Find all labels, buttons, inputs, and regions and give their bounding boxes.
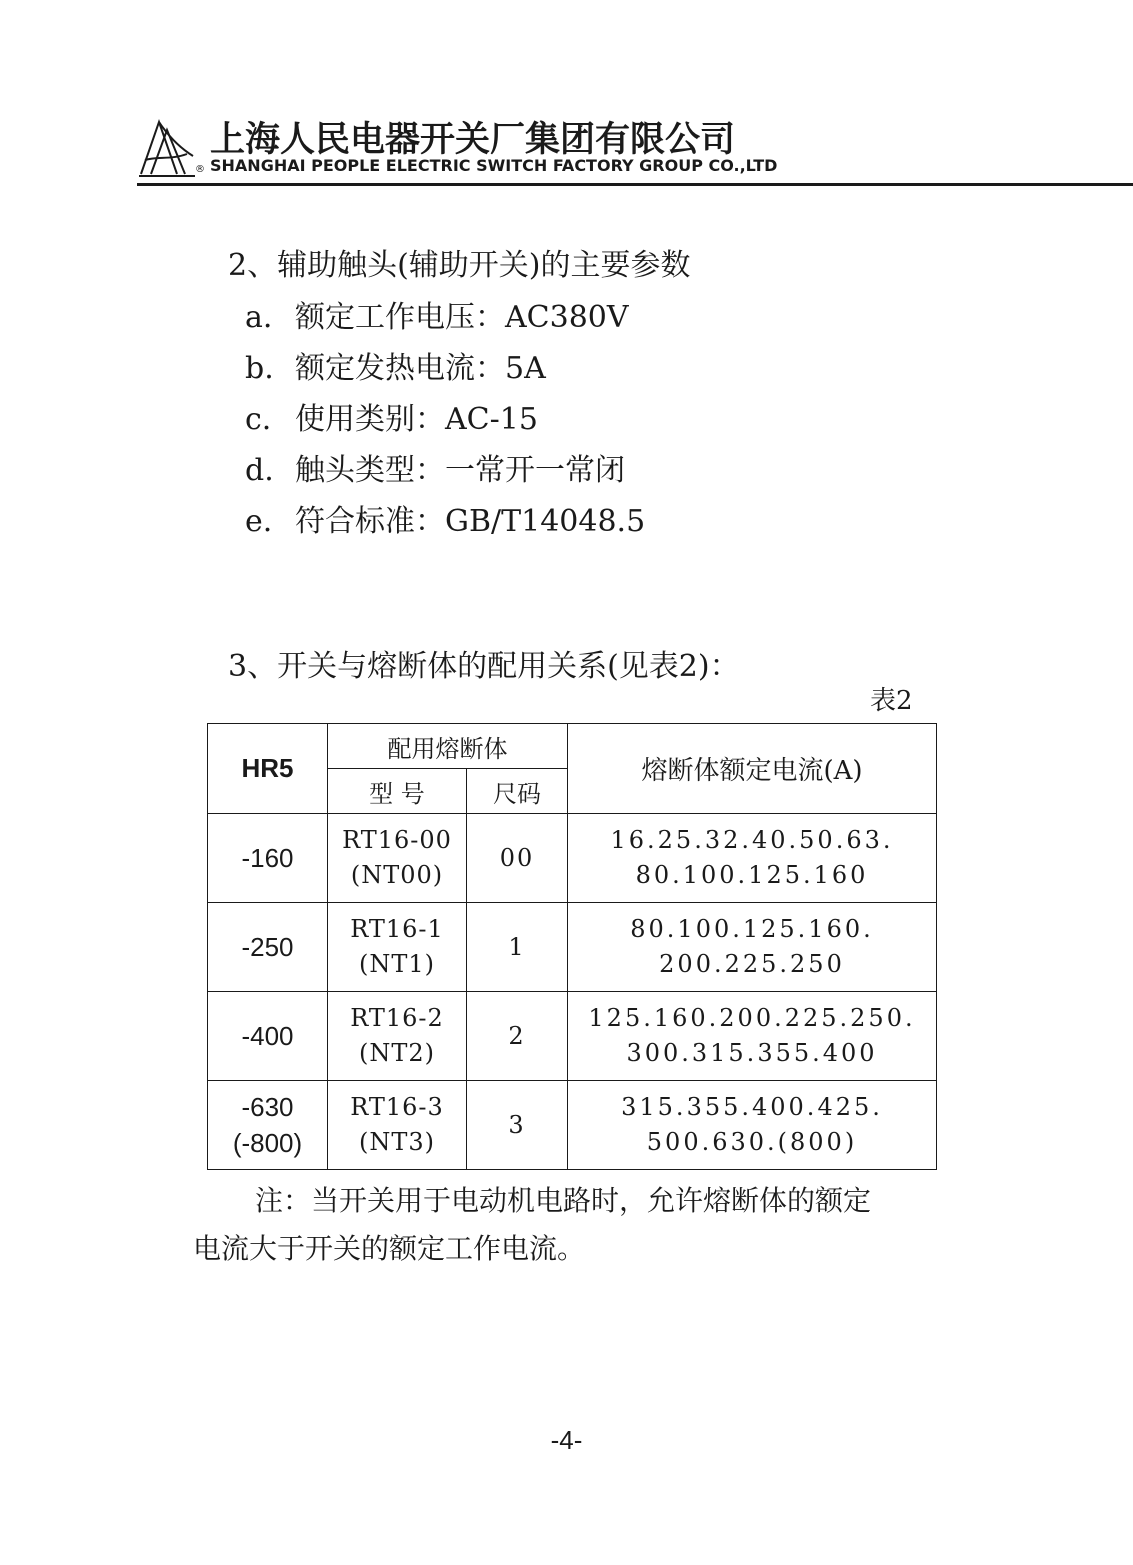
table-row (208, 1081, 937, 1170)
param-label: e. (245, 504, 273, 539)
param-text: 触头类型：一常开一常闭 (295, 453, 625, 488)
fuse-table (207, 723, 937, 1170)
section2-title: 2、辅助触头(辅助开关)的主要参数 (228, 248, 691, 283)
cell-fuse-type: RT16-3 (NT3) (328, 1081, 467, 1170)
param-text: 符合标准：GB/T14048.5 (295, 504, 646, 539)
param-text: 使用类别：AC-15 (295, 402, 538, 437)
param-item (245, 343, 546, 387)
cell-fuse-type: RT16-00 (NT00) (328, 814, 467, 903)
header-fuse-group: 配用熔断体 (328, 724, 568, 769)
table-row (208, 903, 937, 992)
param-item (245, 394, 538, 438)
header-divider (137, 183, 1133, 186)
param-item (245, 292, 629, 336)
note-line-2: 电流大于开关的额定工作电流。 (193, 1232, 586, 1265)
cell-model: -250 (208, 903, 328, 992)
param-label: a. (245, 300, 273, 335)
table-note (193, 1177, 933, 1273)
cell-current: 16.25.32.40.50.63. 80.100.125.160 (568, 814, 937, 903)
table-row (208, 992, 937, 1081)
section3-title: 3、开关与熔断体的配用关系(见表2)： (228, 649, 740, 684)
cell-size: 1 (467, 903, 568, 992)
table-header-row (208, 724, 937, 769)
table-caption: 表2 (870, 686, 913, 716)
header-fuse-type: 型 号 (328, 769, 467, 814)
param-item (245, 496, 645, 540)
company-name-cn: 上海人民电器开关厂集团有限公司 (210, 120, 736, 160)
cell-model: -400 (208, 992, 328, 1081)
header-current: 熔断体额定电流(A) (568, 724, 937, 814)
company-name-en: SHANGHAI PEOPLE ELECTRIC SWITCH FACTORY GROUP CO.,LTD (210, 156, 778, 175)
header-fuse-size: 尺码 (467, 769, 568, 814)
registered-mark: ® (195, 164, 205, 175)
param-text: 额定工作电压：AC380V (295, 300, 629, 335)
param-label: b. (245, 351, 274, 386)
cell-current: 125.160.200.225.250. 300.315.355.400 (568, 992, 937, 1081)
page-number: -4- (550, 1425, 583, 1455)
note-line-1: 注：当开关用于电动机电路时，允许熔断体的额定 (255, 1184, 872, 1217)
cell-fuse-type: RT16-1 (NT1) (328, 903, 467, 992)
cell-size: 3 (467, 1081, 568, 1170)
param-text: 额定发热电流：5A (295, 351, 546, 386)
cell-size: 2 (467, 992, 568, 1081)
company-logo-icon (137, 116, 197, 180)
cell-model: -160 (208, 814, 328, 903)
cell-current: 80.100.125.160. 200.225.250 (568, 903, 937, 992)
param-label: c. (245, 402, 272, 437)
param-label: d. (245, 453, 274, 488)
cell-model: -630 (-800) (208, 1081, 328, 1170)
table-row (208, 814, 937, 903)
cell-fuse-type: RT16-2 (NT2) (328, 992, 467, 1081)
cell-current: 315.355.400.425. 500.630.(800) (568, 1081, 937, 1170)
cell-size: 00 (467, 814, 568, 903)
param-item (245, 445, 625, 489)
page-header (137, 110, 1133, 186)
header-model: HR5 (208, 724, 328, 814)
